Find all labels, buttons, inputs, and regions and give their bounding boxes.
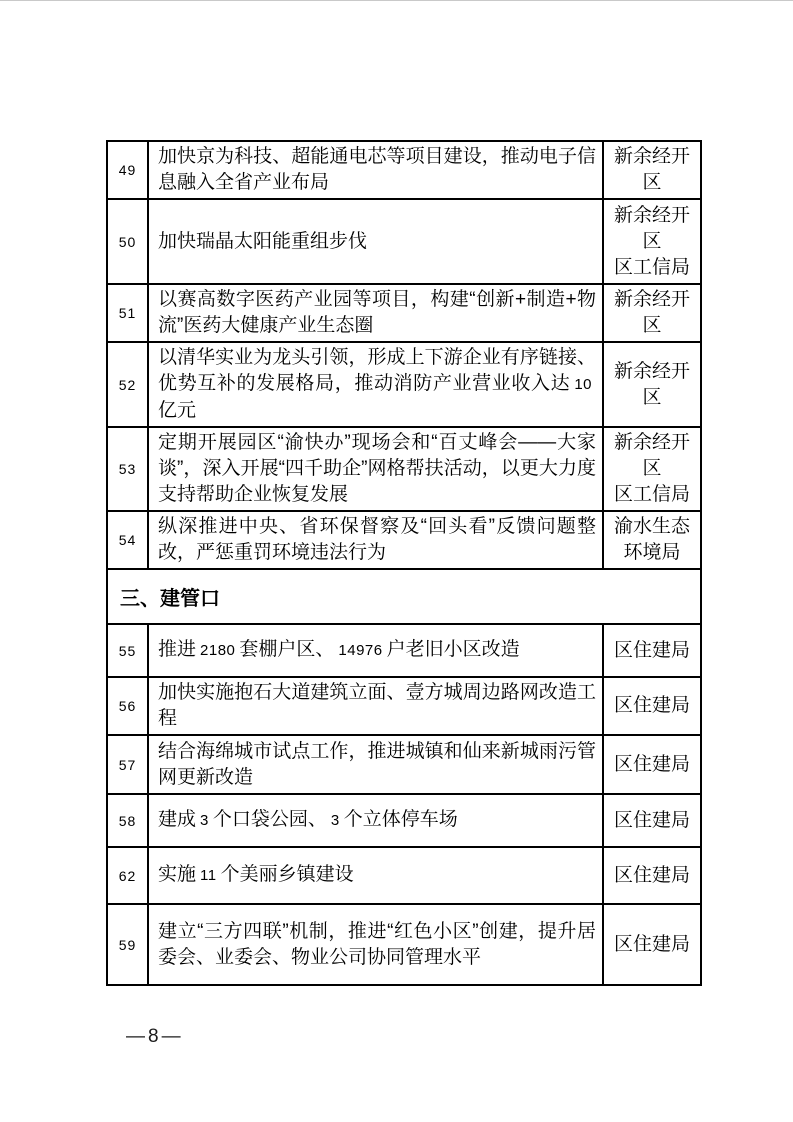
dept-cell — [603, 342, 701, 427]
task-cell: 结合海绵城市试点工作，推进城镇和仙来新城雨污管网更新改造 — [148, 735, 603, 794]
page-top-edge-line — [0, 0, 793, 1]
inline-number: 3 — [200, 812, 209, 829]
table-row — [107, 284, 701, 342]
row-number: 59 — [107, 904, 148, 985]
dept-cell — [603, 427, 701, 511]
dept-cell — [603, 284, 701, 342]
row-number: 53 — [107, 427, 148, 511]
table-row — [107, 735, 701, 794]
page-number: —8— — [126, 1026, 184, 1047]
dept-line: 新余经开区 — [613, 289, 690, 336]
row-number: 50 — [107, 199, 148, 284]
task-cell: 定期开展园区“渝快办”现场会和“百丈峰会——大家谈”，深入开展“四千助企”网格帮扶活动，以更大力度支持帮助企业恢复发展 — [148, 427, 603, 511]
dept-line: 区工信局 — [613, 256, 690, 278]
row-number: 62 — [107, 847, 148, 904]
dept-cell — [603, 199, 701, 284]
dept-cell — [603, 511, 701, 569]
inline-number: 10 — [574, 376, 592, 393]
table-row — [107, 624, 701, 677]
inline-number: 2180 — [200, 642, 236, 659]
dept-cell — [603, 735, 701, 794]
dept-cell — [603, 847, 701, 904]
section-header: 三、建管口 — [107, 569, 701, 624]
dept-line: 新余经开区 — [613, 432, 690, 479]
task-cell: 推进 2180 套棚户区、 14976 户老旧小区改造 — [148, 624, 603, 677]
dept-cell — [603, 904, 701, 985]
task-cell: 以清华实业为龙头引领，形成上下游企业有序链接、优势互补的发展格局，推动消防产业营业收入达 10亿元 — [148, 342, 603, 427]
task-cell: 纵深推进中央、省环保督察及“回头看”反馈问题整改，严惩重罚环境违法行为 — [148, 511, 603, 569]
table-row — [107, 904, 701, 985]
dept-cell — [603, 141, 701, 199]
row-number: 49 — [107, 141, 148, 199]
row-number: 56 — [107, 677, 148, 735]
inline-number: 14976 — [338, 642, 383, 659]
row-number: 58 — [107, 794, 148, 847]
task-cell: 以赛高数字医药产业园等项目，构建“创新+制造+物流”医药大健康产业生态圈 — [148, 284, 603, 342]
inline-number: 3 — [330, 812, 340, 829]
dept-line: 区住建局 — [613, 753, 690, 775]
table-row — [107, 427, 701, 511]
table-row — [107, 342, 701, 427]
task-cell: 加快实施抱石大道建筑立面、壹方城周边路网改造工程 — [148, 677, 603, 735]
dept-line: 区住建局 — [613, 695, 690, 716]
dept-line: 新余经开区 — [613, 360, 690, 408]
table-row — [107, 199, 701, 284]
dept-cell — [603, 624, 701, 677]
task-table — [106, 140, 702, 986]
row-number: 57 — [107, 735, 148, 794]
dept-line: 渝水生态环境局 — [613, 516, 690, 563]
dept-cell — [603, 677, 701, 735]
dept-line: 区住建局 — [613, 864, 690, 886]
table-row — [107, 847, 701, 904]
row-number: 51 — [107, 284, 148, 342]
inline-number: 11 — [200, 867, 217, 884]
task-cell: 建成 3 个口袋公园、 3 个立体停车场 — [148, 794, 603, 847]
dept-line: 新余经开区 — [613, 204, 690, 252]
table-row — [107, 794, 701, 847]
dept-line: 区工信局 — [613, 484, 690, 505]
dept-line: 区住建局 — [613, 809, 690, 831]
dept-line: 新余经开区 — [613, 146, 690, 193]
task-cell: 实施 11 个美丽乡镇建设 — [148, 847, 603, 904]
task-cell: 建立“三方四联”机制，推进“红色小区”创建，提升居委会、业委会、物业公司协同管理水平 — [148, 904, 603, 985]
row-number: 55 — [107, 624, 148, 677]
table-row — [107, 511, 701, 569]
section-header-row — [107, 569, 701, 624]
dept-line: 区住建局 — [613, 933, 690, 955]
table-row — [107, 677, 701, 735]
row-number: 52 — [107, 342, 148, 427]
dept-line: 区住建局 — [613, 639, 690, 661]
task-cell: 加快瑞晶太阳能重组步伐 — [148, 199, 603, 284]
row-number: 54 — [107, 511, 148, 569]
dept-cell — [603, 794, 701, 847]
task-cell: 加快京为科技、超能通电芯等项目建设，推动电子信息融入全省产业布局 — [148, 141, 603, 199]
table-row — [107, 141, 701, 199]
